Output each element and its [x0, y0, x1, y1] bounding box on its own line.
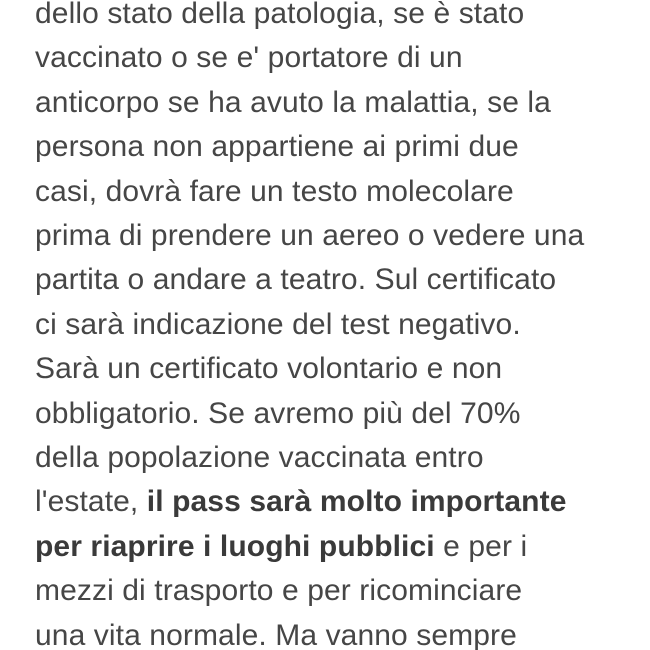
article-bold-segment: il pass sarà molto importante	[146, 485, 567, 519]
article-line	[35, 258, 640, 302]
article-line	[35, 0, 640, 36]
article-line	[35, 436, 640, 480]
article-text-segment: ci sarà indicazione del test negativo.	[35, 307, 521, 341]
article-line	[35, 36, 640, 80]
article-text-segment: casi, dovrà fare un testo molecolare	[35, 174, 514, 208]
article-text-segment: della popolazione vaccinata entro	[35, 441, 484, 475]
article-line	[35, 214, 640, 258]
article-line	[35, 569, 640, 613]
article-text-segment: l'estate,	[35, 485, 147, 519]
article-text-segment: obbligatorio. Se avremo più del 70%	[35, 396, 521, 430]
article-line	[35, 347, 640, 391]
article-line	[35, 525, 640, 569]
article-text-segment: vaccinato o se e' portatore di un	[35, 41, 463, 75]
article-line	[35, 480, 640, 524]
article-bold-segment: per riaprire i luoghi pubblici	[35, 529, 435, 563]
article-text-segment: mezzi di trasporto e per ricominciare	[35, 574, 523, 608]
article-line	[35, 392, 640, 436]
article-text-segment: Sarà un certificato volontario e non	[35, 352, 503, 386]
article-text	[35, 0, 640, 650]
article-text-segment: prima di prendere un aereo o vedere una	[35, 219, 585, 253]
article-line	[35, 614, 640, 650]
article-text-segment: persona non appartiene ai primi due	[35, 130, 519, 164]
article-text-segment: partita o andare a teatro. Sul certificato	[35, 263, 557, 297]
article-line	[35, 125, 640, 169]
article-text-segment: una vita normale. Ma vanno sempre	[35, 618, 517, 650]
article-line	[35, 303, 640, 347]
article-line	[35, 170, 640, 214]
article-line	[35, 81, 640, 125]
article-text-segment: anticorpo se ha avuto la malattia, se la	[35, 85, 551, 119]
article-text-segment: dello stato della patologia, se è stato	[35, 0, 525, 30]
article-text-segment: e per i	[434, 529, 528, 563]
